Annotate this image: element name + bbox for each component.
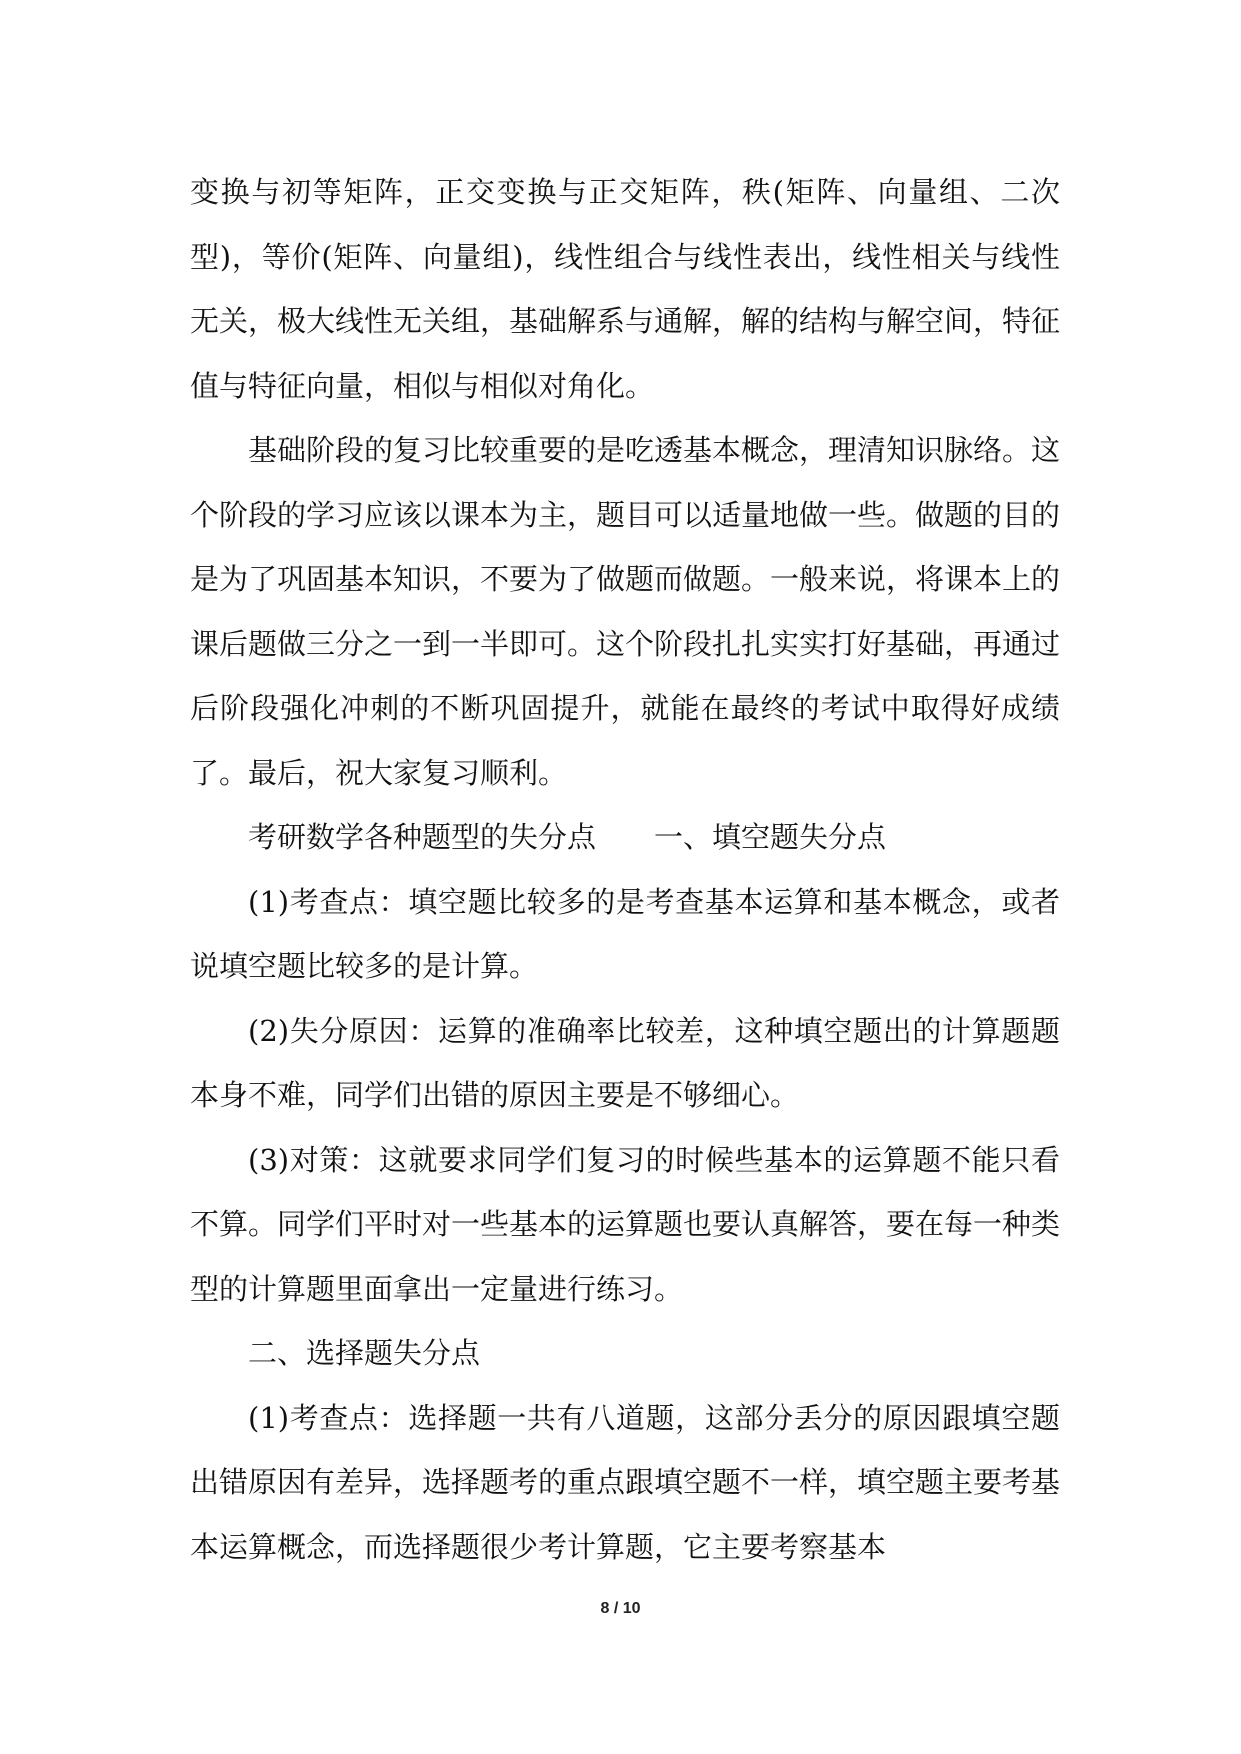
paragraph-3-heading: 考研数学各种题型的失分点 一、填空题失分点: [248, 820, 887, 854]
document-body: [190, 160, 1060, 1579]
paragraph-2: 基础阶段的复习比较重要的是吃透基本概念，理清知识脉络。这个阶段的学习应该以课本为主，题目可以适量地做一些。做题的目的是为了巩固基本知识，不要为了做题而做题。一般来说，将课本上的课后题做三分之一到一半即可。这个阶段扎扎实实打好基础，再通过后阶段强化冲刺的不断巩固提升，就能在最终的考试中取得好成绩了。最后，祝大家复习顺利。: [190, 433, 1061, 790]
paragraph-1: 变换与初等矩阵，正交变换与正交矩阵，秩(矩阵、向量组、二次型)，等价(矩阵、向量组)，线性组合与线性表出，线性相关与线性无关，极大线性无关组，基础解系与通解，解的结构与解空间，特征值与特征向量，相似与相似对角化。: [190, 175, 1061, 403]
paragraph-5: (2)失分原因：运算的准确率比较差，这种填空题出的计算题题本身不难，同学们出错的原因主要是不够细心。: [190, 1013, 1060, 1112]
paragraph-7-heading: 二、选择题失分点: [248, 1336, 481, 1370]
paragraph-8: (1)考查点：选择题一共有八道题，这部分丢分的原因跟填空题出错原因有差异，选择题考的重点跟填空题不一样，填空题主要考基本运算概念，而选择题很少考计算题，它主要考察基本: [190, 1400, 1061, 1564]
page-number: 8 / 10: [600, 1600, 641, 1617]
paragraph-6: (3)对策：这就要求同学们复习的时候些基本的运算题不能只看不算。同学们平时对一些基本的运算题也要认真解答，要在每一种类型的计算题里面拿出一定量进行练习。: [190, 1142, 1061, 1306]
paragraph-4: (1)考查点：填空题比较多的是考查基本运算和基本概念，或者说填空题比较多的是计算。: [190, 884, 1060, 983]
